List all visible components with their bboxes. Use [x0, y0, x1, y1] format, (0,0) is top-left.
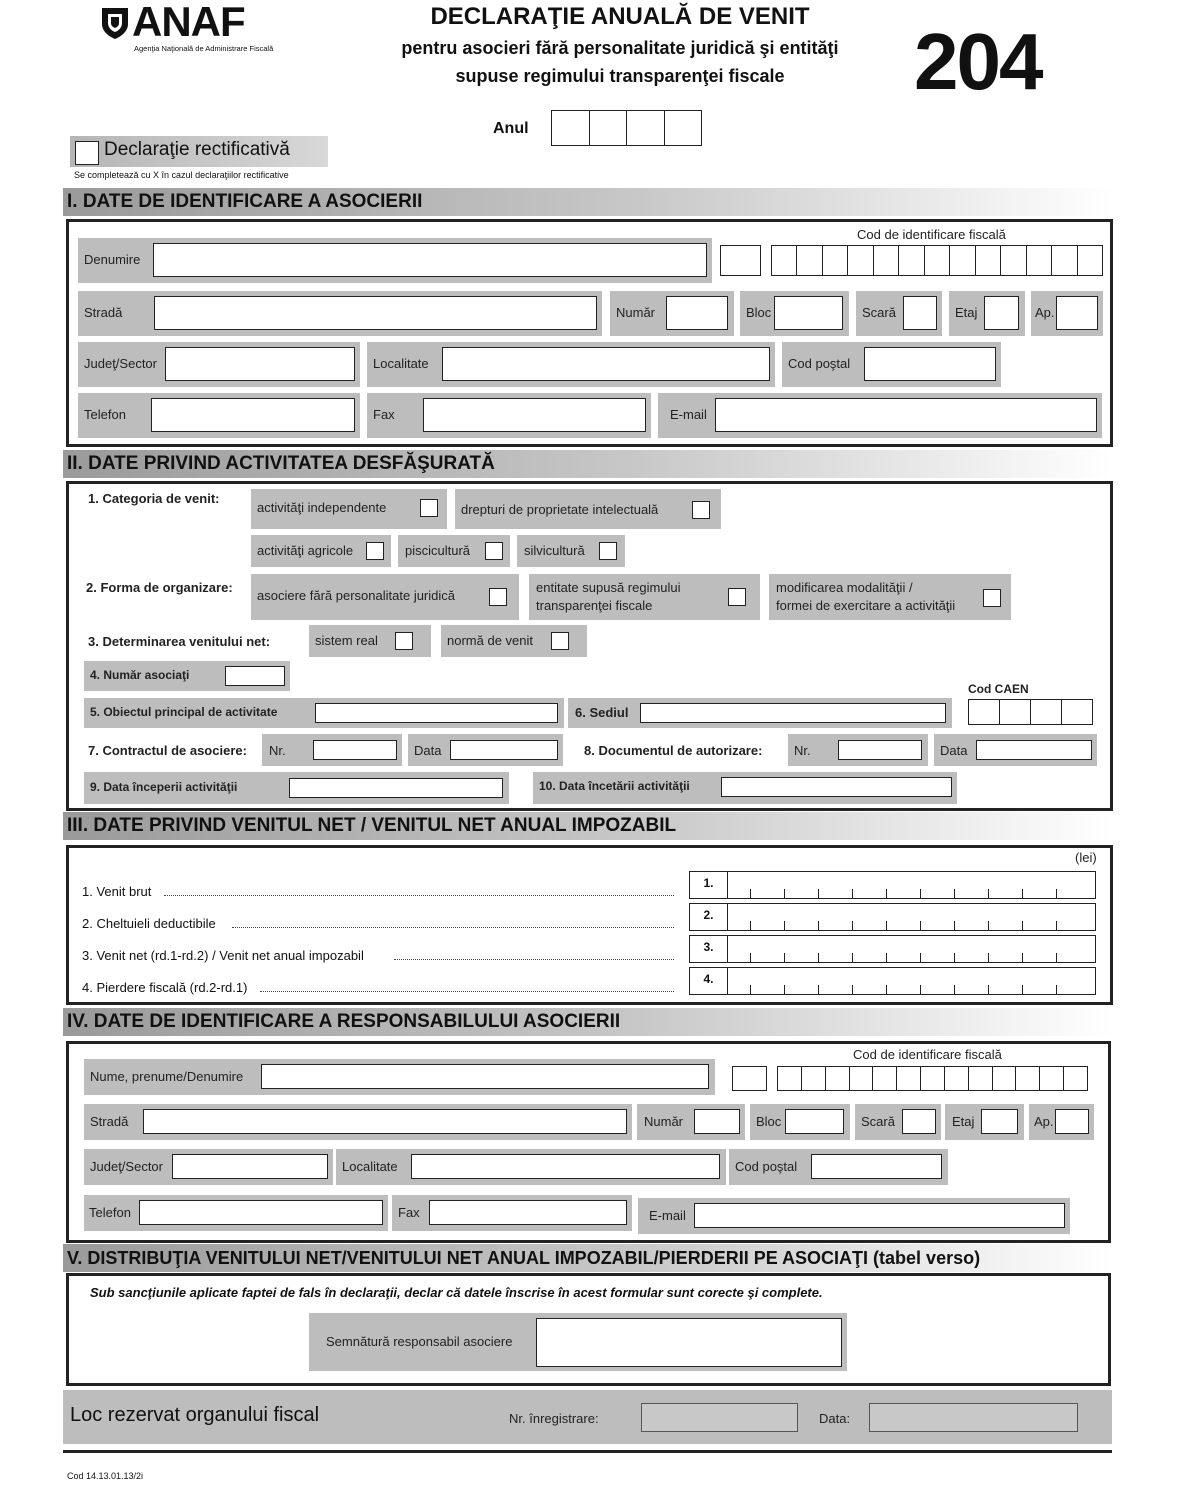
s3-row1-label: 1. Venit brut — [82, 884, 674, 899]
rectificativa-checkbox[interactable] — [75, 141, 99, 165]
form-subtitle-line2: supuse regimului transparenţei fiscale — [455, 66, 785, 86]
s1-telefon-label: Telefon — [84, 407, 126, 422]
footer-divider — [63, 1450, 1112, 1453]
s3-row3-amount[interactable] — [689, 935, 1096, 963]
s2-nrasociati-input[interactable] — [225, 666, 285, 686]
s1-fax-label: Fax — [373, 407, 395, 422]
s1-strada-input[interactable] — [154, 296, 597, 330]
digit-separator — [1056, 985, 1057, 994]
digit-separator — [920, 921, 921, 930]
year-label: Anul — [493, 120, 529, 137]
footer-nr-inregistrare-input[interactable] — [641, 1403, 798, 1432]
digit-separator — [1056, 953, 1057, 962]
s4-bloc-input[interactable] — [785, 1109, 844, 1134]
s2-forma-asociere-label: asociere fără personalitate juridică — [257, 588, 455, 603]
rectificativa-note: Se completează cu X în cazul declaraţiilor rectificative — [74, 170, 289, 180]
s2-forma-entitate-checkbox[interactable] — [728, 588, 746, 606]
section4-title: IV. DATE DE IDENTIFICARE A RESPONSABILULUI ASOCIERII — [63, 1008, 1113, 1036]
s1-codpostal-input[interactable] — [864, 347, 996, 381]
s4-email-label: E-mail — [649, 1208, 686, 1223]
s4-strada-label: Stradă — [90, 1114, 129, 1129]
digit-separator — [886, 985, 887, 994]
rectificativa-label: Declaraţie rectificativă — [104, 139, 290, 160]
s1-telefon-input[interactable] — [151, 398, 355, 432]
s4-nume-input[interactable] — [261, 1064, 709, 1089]
s2-inceperii-input[interactable] — [289, 778, 503, 798]
digit-separator — [1022, 953, 1023, 962]
s2-forma-modif-l1: modificarea modalităţii / — [776, 580, 913, 595]
s3-row4-num: 4. — [690, 968, 728, 994]
logo-text: ANAF — [132, 0, 245, 45]
footer-data-label: Data: — [819, 1411, 851, 1426]
s1-judet-label: Judeţ/Sector — [84, 356, 157, 371]
s5-semnatura-input[interactable] — [536, 1318, 842, 1367]
s3-row2-num: 2. — [690, 904, 728, 930]
s2-codcaen-label: Cod CAEN — [968, 682, 1029, 696]
s1-scara-label: Scară — [862, 305, 896, 320]
s4-cif-label: Cod de identificare fiscală — [853, 1047, 1002, 1062]
digit-separator — [920, 953, 921, 962]
s5-statement: Sub sancţiunile aplicate faptei de fals în declaraţii, declar că datele înscrise în acest formular sunt corecte şi complete. — [90, 1285, 823, 1300]
s1-scara-input[interactable] — [903, 296, 937, 330]
s2-det-real-checkbox[interactable] — [395, 632, 413, 650]
digit-separator — [784, 953, 785, 962]
s2-determinare-label: 3. Determinarea venitului net: — [88, 634, 271, 649]
s2-cat-indep-checkbox[interactable] — [420, 499, 438, 517]
s2-cat-drepturi-checkbox[interactable] — [692, 501, 710, 519]
s3-row1-num: 1. — [690, 872, 728, 898]
s2-document-data-label: Data — [940, 743, 968, 758]
s2-cat-silvicultura-checkbox[interactable] — [599, 542, 617, 560]
s2-obiect-label: 5. Obiectul principal de activitate — [90, 705, 278, 719]
digit-separator — [852, 953, 853, 962]
footer-data-input[interactable] — [869, 1403, 1078, 1432]
s1-email-input[interactable] — [715, 398, 1097, 432]
s1-ap-label: Ap. — [1035, 305, 1055, 320]
s1-bloc-label: Bloc — [746, 305, 772, 320]
s2-contract-nr-input[interactable] — [313, 740, 397, 760]
s1-cif-input[interactable] — [771, 245, 1103, 276]
s2-sediul-input[interactable] — [640, 703, 946, 723]
s1-cif-label: Cod de identificare fiscală — [857, 227, 1006, 242]
s4-codpostal-label: Cod poştal — [735, 1159, 798, 1174]
digit-separator — [988, 985, 989, 994]
digit-separator — [954, 985, 955, 994]
digit-separator — [954, 889, 955, 898]
s4-cif-prefix-input[interactable] — [732, 1066, 767, 1091]
logo-subtitle: Agenţia Naţională de Administrare Fiscală — [134, 44, 274, 53]
digit-separator — [818, 985, 819, 994]
digit-separator — [920, 985, 921, 994]
s4-localitate-label: Localitate — [342, 1159, 398, 1174]
digit-separator — [988, 921, 989, 930]
s4-fax-input[interactable] — [429, 1200, 627, 1225]
section1-title: I. DATE DE IDENTIFICARE A ASOCIERII — [63, 188, 1113, 216]
section5-title: V. DISTRIBUŢIA VENITULUI NET/VENITULUI NET ANUAL IMPOZABIL/PIERDERII PE ASOCIAŢI (tabel verso) — [63, 1244, 1113, 1272]
s2-cat-agricole-checkbox[interactable] — [366, 542, 384, 560]
s2-document-nr-input[interactable] — [838, 740, 922, 760]
s2-forma-entitate-l2: transparenţei fiscale — [536, 598, 653, 613]
s2-cat-piscicultura-checkbox[interactable] — [485, 542, 503, 560]
form-number: 204 — [914, 17, 1042, 106]
s2-nrasociati-label: 4. Număr asociaţi — [90, 668, 190, 682]
s1-etaj-input[interactable] — [984, 296, 1019, 330]
s4-etaj-input[interactable] — [981, 1109, 1018, 1134]
s1-denumire-input[interactable] — [153, 243, 707, 277]
digit-separator — [750, 921, 751, 930]
digit-separator — [886, 889, 887, 898]
s4-fax-label: Fax — [398, 1205, 420, 1220]
s4-etaj-label: Etaj — [952, 1114, 975, 1129]
s1-cif-prefix-input[interactable] — [720, 245, 761, 276]
s1-localitate-input[interactable] — [442, 347, 770, 381]
digit-separator — [818, 889, 819, 898]
form-subtitle-line1: pentru asocieri fără personalitate juridică şi entităţi — [401, 38, 839, 58]
digit-separator — [1056, 889, 1057, 898]
section3-title: III. DATE PRIVIND VENITUL NET / VENITUL NET ANUAL IMPOZABIL — [63, 812, 1113, 840]
s1-denumire-label: Denumire — [84, 252, 141, 267]
s2-forma-label: 2. Forma de organizare: — [86, 580, 233, 595]
s3-row3-num: 3. — [690, 936, 728, 962]
s2-contract-label: 7. Contractul de asociere: — [88, 743, 247, 758]
s4-strada-input[interactable] — [143, 1109, 627, 1134]
s3-row2-amount[interactable] — [689, 903, 1096, 931]
digit-separator — [852, 889, 853, 898]
s2-contract-data-input[interactable] — [450, 740, 558, 760]
s3-row4-label: 4. Pierdere fiscală (rd.2-rd.1) — [82, 980, 674, 995]
digit-separator — [852, 921, 853, 930]
s1-etaj-label: Etaj — [955, 305, 978, 320]
digit-separator — [750, 985, 751, 994]
s2-forma-asociere-checkbox[interactable] — [489, 588, 507, 606]
s4-numar-label: Număr — [644, 1114, 684, 1129]
s3-row2-label: 2. Cheltuieli deductibile — [82, 916, 674, 931]
s2-det-real-label: sistem real — [315, 633, 378, 648]
s2-cat-drepturi-label: drepturi de proprietate intelectuală — [461, 502, 659, 517]
s3-row4-amount[interactable] — [689, 967, 1096, 995]
s4-codpostal-input[interactable] — [811, 1154, 942, 1179]
s2-cat-indep-label: activităţi independente — [257, 500, 387, 515]
s1-numar-label: Număr — [616, 305, 656, 320]
s4-judet-label: Judeţ/Sector — [90, 1159, 163, 1174]
s2-cat-silvicultura-label: silvicultură — [524, 543, 585, 558]
s2-det-norma-label: normă de venit — [447, 633, 533, 648]
s1-email-label: E-mail — [670, 407, 707, 422]
digit-separator — [1022, 889, 1023, 898]
s1-bloc-input[interactable] — [774, 296, 843, 330]
s4-ap-label: Ap. — [1034, 1114, 1054, 1129]
s1-strada-label: Stradă — [84, 305, 123, 320]
s4-cif-input[interactable] — [777, 1066, 1088, 1091]
s4-numar-input[interactable] — [694, 1109, 740, 1134]
s2-forma-modif-checkbox[interactable] — [983, 589, 1001, 607]
digit-separator — [750, 889, 751, 898]
digit-separator — [1022, 921, 1023, 930]
s2-contract-data-label: Data — [414, 743, 442, 758]
s4-judet-input[interactable] — [172, 1154, 328, 1179]
footer-nr-inregistrare-label: Nr. înregistrare: — [509, 1411, 599, 1426]
section2-title: II. DATE PRIVIND ACTIVITATEA DESFĂŞURATĂ — [63, 450, 1113, 478]
footer-form-code: Cod 14.13.01.13/2i — [67, 1471, 144, 1481]
s1-judet-input[interactable] — [165, 347, 355, 381]
s1-codpostal-label: Cod poştal — [788, 356, 851, 371]
s2-cat-agricole-label: activităţi agricole — [257, 543, 354, 558]
digit-separator — [852, 985, 853, 994]
s3-unit: (lei) — [1075, 850, 1097, 865]
s2-incetarii-input[interactable] — [721, 777, 952, 797]
s2-forma-modif-l2: formei de exercitare a activităţii — [776, 598, 956, 613]
s4-nume-label: Nume, prenume/Denumire — [90, 1069, 244, 1084]
s1-numar-input[interactable] — [666, 296, 728, 330]
s3-row1-amount[interactable] — [689, 871, 1096, 899]
form-title: DECLARAŢIE ANUALĂ DE VENIT — [430, 3, 810, 30]
footer-loc-rezervat: Loc rezervat organului fiscal — [70, 1404, 320, 1426]
s2-document-label: 8. Documentul de autorizare: — [584, 743, 763, 758]
s2-categoria-label: 1. Categoria de venit: — [88, 491, 220, 506]
s2-det-norma-checkbox[interactable] — [551, 632, 569, 650]
s1-ap-input[interactable] — [1056, 296, 1098, 330]
s2-document-nr-label: Nr. — [794, 743, 811, 758]
s2-obiect-input[interactable] — [315, 703, 558, 723]
s4-telefon-input[interactable] — [139, 1200, 383, 1225]
s2-codcaen-input[interactable] — [968, 699, 1093, 725]
digit-separator — [988, 889, 989, 898]
s1-fax-input[interactable] — [423, 398, 646, 432]
digit-separator — [784, 889, 785, 898]
digit-separator — [954, 921, 955, 930]
s1-localitate-label: Localitate — [373, 356, 429, 371]
digit-separator — [784, 985, 785, 994]
digit-separator — [1056, 921, 1057, 930]
digit-separator — [818, 921, 819, 930]
year-input[interactable] — [551, 110, 702, 146]
digit-separator — [886, 953, 887, 962]
digit-separator — [920, 889, 921, 898]
s5-semnatura-label: Semnătură responsabil asociere — [326, 1334, 513, 1349]
s2-inceperii-label: 9. Data începerii activităţii — [90, 780, 238, 794]
digit-separator — [988, 953, 989, 962]
digit-separator — [954, 953, 955, 962]
s2-contract-nr-label: Nr. — [269, 743, 286, 758]
digit-separator — [1022, 985, 1023, 994]
s2-sediul-label: 6. Sediul — [575, 705, 629, 720]
s2-incetarii-label: 10. Data încetării activităţii — [539, 779, 690, 793]
anaf-shield-icon — [100, 6, 130, 40]
anaf-logo — [100, 0, 300, 54]
s4-ap-input[interactable] — [1055, 1109, 1089, 1134]
s2-forma-entitate-l1: entitate supusă regimului — [536, 580, 681, 595]
s3-row3-label: 3. Venit net (rd.1-rd.2) / Venit net anual impozabil — [82, 948, 674, 963]
digit-separator — [784, 921, 785, 930]
s4-scara-label: Scară — [861, 1114, 895, 1129]
s4-telefon-label: Telefon — [89, 1205, 131, 1220]
s2-cat-piscicultura-label: piscicultură — [405, 543, 471, 558]
digit-separator — [818, 953, 819, 962]
s4-email-input[interactable] — [694, 1203, 1065, 1228]
digit-separator — [750, 953, 751, 962]
digit-separator — [886, 921, 887, 930]
s4-scara-input[interactable] — [902, 1109, 936, 1134]
s4-bloc-label: Bloc — [756, 1114, 782, 1129]
s2-document-data-input[interactable] — [976, 740, 1092, 760]
s4-localitate-input[interactable] — [411, 1154, 720, 1179]
